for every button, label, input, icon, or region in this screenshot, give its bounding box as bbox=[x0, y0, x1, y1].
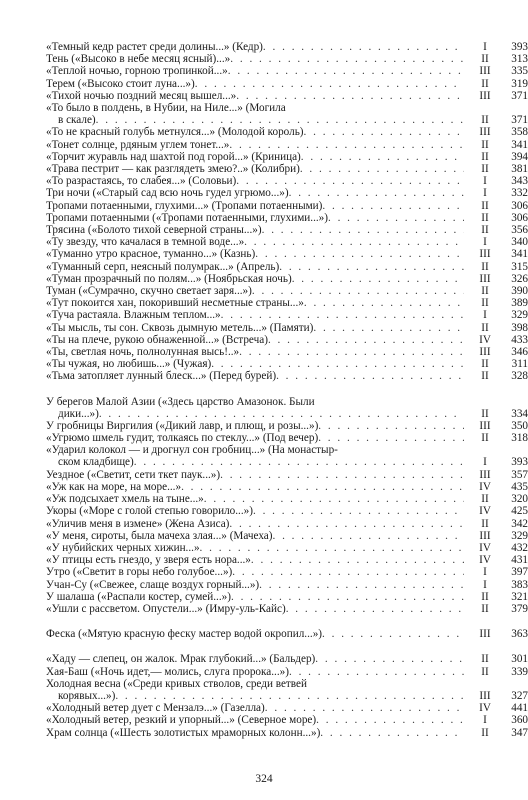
volume-number: IV bbox=[479, 505, 491, 518]
volume-number: III bbox=[479, 689, 491, 702]
page-reference: 334 bbox=[511, 407, 528, 420]
index-entry bbox=[46, 370, 528, 383]
volume-number: III bbox=[479, 346, 491, 358]
index-entry bbox=[46, 41, 528, 53]
page-reference: 379 bbox=[511, 603, 528, 615]
volume-number: II bbox=[481, 297, 489, 310]
volume-number: II bbox=[481, 77, 489, 90]
index-entry bbox=[46, 603, 528, 615]
leader-dots bbox=[99, 408, 464, 420]
page-reference: 356 bbox=[511, 224, 528, 236]
leader-dots bbox=[115, 690, 464, 702]
index-entry bbox=[46, 714, 528, 727]
volume-number: IV bbox=[479, 481, 491, 493]
index-entry bbox=[46, 493, 528, 506]
volume-number: II bbox=[481, 603, 489, 615]
volume-number: II bbox=[481, 517, 489, 530]
entry-title: «Туманно утро красное, туманно...» (Казнь) bbox=[46, 248, 256, 261]
page-reference: 329 bbox=[511, 529, 528, 542]
index-entry bbox=[46, 517, 528, 530]
entry-title: У шалаша («Распали костер, сумей...») bbox=[46, 590, 231, 603]
leader-dots bbox=[322, 200, 464, 212]
leader-dots bbox=[221, 309, 464, 321]
index-entry bbox=[46, 529, 528, 542]
volume-number: II bbox=[481, 493, 489, 506]
entry-title: У берегов Малой Азии («Здесь царство Амазонок. Были bbox=[46, 395, 315, 408]
leader-dots bbox=[268, 334, 464, 346]
page-reference: 360 bbox=[511, 714, 528, 727]
index-entry bbox=[46, 554, 528, 567]
index-entry bbox=[46, 444, 528, 469]
volume-number: IV bbox=[479, 333, 491, 346]
leader-dots bbox=[328, 212, 464, 224]
page-reference: 341 bbox=[511, 138, 528, 151]
page-reference: 441 bbox=[511, 702, 528, 715]
index-entry bbox=[46, 309, 528, 322]
page-reference: 306 bbox=[511, 211, 528, 224]
page-reference: 432 bbox=[511, 542, 528, 554]
volume-number: IV bbox=[479, 554, 491, 567]
entry-title: «То было в полдень, в Нубии, на Ниле...» (Могила bbox=[46, 102, 286, 114]
leader-dots bbox=[301, 151, 464, 163]
index-entry bbox=[46, 481, 528, 493]
volume-number: II bbox=[481, 407, 489, 420]
volume-number: II bbox=[481, 224, 489, 236]
entry-title: Трясина («Болото тихой северной страны...») bbox=[46, 224, 262, 236]
volume-number: I bbox=[483, 566, 487, 579]
leader-dots bbox=[289, 187, 464, 199]
volume-number: III bbox=[479, 65, 491, 78]
leader-dots bbox=[232, 566, 464, 578]
entry-title: Туман («Сумрачно, скучно светает заря...») bbox=[46, 285, 252, 297]
entry-title: «Трава пестрит — как разглядеть змею?..» (Колибри) bbox=[46, 163, 300, 175]
volume-number: III bbox=[479, 628, 491, 641]
entry-title: «Тьма затопляет лунный блеск...» (Перед бурей) bbox=[46, 370, 277, 383]
index-entry bbox=[46, 163, 528, 175]
volume-number: III bbox=[479, 420, 491, 432]
entry-title: «Хаду — слепец, он жалок. Мрак глубокий...» (Бальдер) bbox=[46, 653, 316, 666]
entry-title: Учан-Су («Свежее, слаще воздух горный...») bbox=[46, 578, 260, 591]
page-reference: 315 bbox=[511, 260, 528, 273]
entry-title: Храм солнца («Шесть золотистых мраморных колонн...») bbox=[46, 726, 321, 739]
page-reference: 394 bbox=[511, 150, 528, 163]
leader-dots bbox=[322, 628, 464, 640]
volume-number: II bbox=[481, 211, 489, 224]
page-reference: 393 bbox=[511, 456, 528, 469]
page-reference: 371 bbox=[511, 89, 528, 102]
entry-title: Три ночи («Старый сад всю ночь гудел угрюмо...») bbox=[46, 187, 289, 200]
volume-number: II bbox=[481, 358, 489, 371]
leader-dots bbox=[304, 297, 464, 309]
index-entry bbox=[46, 468, 528, 481]
volume-number: II bbox=[481, 260, 489, 273]
page-reference: 435 bbox=[511, 481, 528, 493]
entry-title: «Угрюмо шмель гудит, толкаясь по стеклу...» (Под вечер) bbox=[46, 432, 319, 445]
index-entry bbox=[46, 272, 528, 285]
volume-number: I bbox=[483, 187, 487, 200]
index-entry bbox=[46, 138, 528, 151]
entry-title: «Уж как на море, на море...» bbox=[46, 481, 182, 493]
entry-title: «Тихой ночью поздний месяц вышел...» bbox=[46, 89, 237, 102]
entry-title: У гробницы Виргилия («Дикий лавр, и плющ, и розы...») bbox=[46, 420, 319, 432]
volume-number: III bbox=[479, 126, 491, 139]
volume-number: IV bbox=[479, 702, 491, 715]
page-reference: 340 bbox=[511, 236, 528, 249]
page-reference: 329 bbox=[511, 309, 528, 322]
index-entry bbox=[46, 628, 528, 641]
index-entry bbox=[46, 358, 528, 371]
leader-dots bbox=[279, 261, 464, 273]
leader-dots bbox=[289, 666, 464, 678]
leader-dots bbox=[239, 346, 464, 358]
entry-title: «Теплой ночью, горною тропинкой...» bbox=[46, 65, 228, 78]
leader-dots bbox=[220, 469, 464, 481]
entry-title: «Туман прозрачный по полям...» (Ноябрьская ночь) bbox=[46, 272, 292, 285]
volume-number: II bbox=[481, 163, 489, 175]
index-entry bbox=[46, 224, 528, 236]
page-reference: 328 bbox=[511, 370, 528, 383]
volume-number: I bbox=[483, 236, 487, 249]
index-entry bbox=[46, 199, 528, 212]
entry-title: «Ушли с рассветом. Опустели...» (Имру-уль-Кайс) bbox=[46, 603, 286, 615]
index-entry bbox=[46, 297, 528, 310]
leader-dots bbox=[262, 224, 464, 236]
leader-dots bbox=[228, 65, 464, 77]
index-entry bbox=[46, 590, 528, 603]
entry-title: «Темный кедр растет среди долины...» (Кедр) bbox=[46, 41, 263, 53]
leader-dots bbox=[252, 285, 464, 297]
index-entry bbox=[46, 285, 528, 297]
volume-number: I bbox=[483, 714, 487, 727]
entry-title: «Тут покоится хан, покоривший несметные страны...» bbox=[46, 297, 304, 310]
leader-dots bbox=[272, 530, 464, 542]
leader-dots bbox=[230, 53, 464, 65]
leader-dots bbox=[195, 78, 464, 90]
entry-title-continuation: корявых...») bbox=[58, 689, 116, 702]
page-reference: 341 bbox=[511, 248, 528, 261]
entry-title-continuation: в скале) bbox=[58, 114, 96, 126]
entry-title: «У птицы есть гнездо, у зверя есть нора...» bbox=[46, 554, 251, 567]
page-reference: 311 bbox=[511, 358, 528, 371]
volume-number: III bbox=[479, 272, 491, 285]
page-reference: 346 bbox=[511, 346, 528, 358]
leader-dots bbox=[313, 322, 464, 334]
page-reference: 306 bbox=[511, 199, 528, 212]
page-reference: 339 bbox=[511, 665, 528, 678]
volume-number: II bbox=[481, 138, 489, 151]
entry-title: Тропами потаенными («Тропами потаенными, глухими...») bbox=[46, 211, 328, 224]
entry-title: Феска («Мятую красную феску мастер водой окропил...») bbox=[46, 628, 323, 641]
entry-title-continuation: дики...») bbox=[58, 407, 99, 420]
page-reference: 431 bbox=[511, 554, 528, 567]
page-reference: 383 bbox=[511, 578, 528, 591]
entry-title: «Ты на плече, рукою обнаженной...» (Встреча) bbox=[46, 333, 268, 346]
volume-number: III bbox=[479, 89, 491, 102]
page-reference: 393 bbox=[511, 41, 528, 53]
index-entry bbox=[46, 333, 528, 346]
index-entry bbox=[46, 102, 528, 126]
page-reference: 357 bbox=[511, 468, 528, 481]
page-reference: 363 bbox=[511, 628, 528, 641]
volume-number: I bbox=[483, 175, 487, 188]
entry-title: Хая-Баш («Ночь идет,— молись, слуга пророка...») bbox=[46, 665, 289, 678]
page-reference: 398 bbox=[511, 321, 528, 334]
index-entry bbox=[46, 432, 528, 445]
leader-dots bbox=[181, 481, 464, 493]
page-reference: 433 bbox=[511, 333, 528, 346]
index-entry bbox=[46, 677, 528, 702]
index-entry bbox=[46, 321, 528, 334]
entry-title: Терем («Высоко стоит луна...») bbox=[46, 77, 195, 90]
index-entry bbox=[46, 65, 528, 78]
page-reference: 371 bbox=[511, 114, 528, 126]
page-reference: 358 bbox=[511, 126, 528, 139]
entry-title: «То не красный голубь метнулся...» (Молодой король) bbox=[46, 126, 304, 139]
leader-dots bbox=[253, 505, 464, 517]
volume-number: I bbox=[483, 578, 487, 591]
index-entry bbox=[46, 53, 528, 66]
index-entry bbox=[46, 175, 528, 188]
page-reference: 301 bbox=[511, 653, 528, 666]
page-reference: 326 bbox=[511, 272, 528, 285]
page-number: 324 bbox=[255, 773, 273, 785]
entry-title: Укоры («Море с голой степью говорило...») bbox=[46, 505, 253, 518]
page-reference: 332 bbox=[511, 187, 528, 200]
volume-number: I bbox=[483, 309, 487, 322]
leader-dots bbox=[320, 727, 464, 739]
page-reference: 397 bbox=[511, 566, 528, 579]
entry-title: Уездное («Светит, сети ткет паук...») bbox=[46, 468, 221, 481]
entry-title: «Тонет солнце, рдяным углем тонет...» bbox=[46, 138, 230, 151]
entry-title: Тень («Высоко в небе месяц ясный)...» bbox=[46, 53, 231, 66]
entry-title: «Ударил колокол — и дрогнул сон гробниц...» (На монастыр- bbox=[46, 444, 338, 457]
page-reference: 350 bbox=[511, 420, 528, 432]
leader-dots bbox=[204, 493, 464, 505]
leader-dots bbox=[263, 41, 464, 53]
volume-number: II bbox=[481, 321, 489, 334]
index-entry bbox=[46, 77, 528, 90]
leader-dots bbox=[211, 358, 464, 370]
leader-dots bbox=[292, 273, 464, 285]
page-reference: 347 bbox=[511, 726, 528, 739]
index-entry bbox=[46, 150, 528, 163]
index-entry bbox=[46, 236, 528, 249]
volume-number: II bbox=[481, 665, 489, 678]
entry-title: «Холодный ветер, резкий и упорный...» (Северное море) bbox=[46, 714, 317, 727]
index-entry bbox=[46, 395, 528, 420]
leader-dots bbox=[251, 554, 464, 566]
index-entry bbox=[46, 702, 528, 715]
leader-dots bbox=[236, 90, 464, 102]
index-entry bbox=[46, 89, 528, 102]
index-entry bbox=[46, 653, 528, 666]
leader-dots bbox=[265, 702, 464, 714]
volume-number: III bbox=[479, 529, 491, 542]
index-entry bbox=[46, 211, 528, 224]
volume-number: II bbox=[481, 653, 489, 666]
page-reference: 327 bbox=[511, 689, 528, 702]
entry-title-continuation: ском кладбище) bbox=[58, 456, 134, 469]
index-entry bbox=[46, 260, 528, 273]
volume-number: II bbox=[481, 726, 489, 739]
page-reference: 425 bbox=[511, 505, 528, 518]
volume-number: II bbox=[481, 199, 489, 212]
index-entry bbox=[46, 248, 528, 261]
leader-dots bbox=[255, 248, 464, 260]
volume-number: III bbox=[479, 468, 491, 481]
volume-number: II bbox=[481, 590, 489, 603]
page-reference: 381 bbox=[511, 163, 528, 175]
leader-dots bbox=[315, 653, 464, 665]
volume-number: III bbox=[479, 248, 491, 261]
index-entry bbox=[46, 346, 528, 358]
entry-title: «Ты, светлая ночь, полнолунная высь!..» bbox=[46, 346, 240, 358]
entry-title: «Торчит журавль над шахтой под горой...» (Криница) bbox=[46, 150, 301, 163]
index-entry bbox=[46, 126, 528, 139]
index-entry bbox=[46, 665, 528, 678]
page-reference: 343 bbox=[511, 175, 528, 188]
leader-dots bbox=[134, 456, 464, 468]
page-reference: 390 bbox=[511, 285, 528, 297]
page-reference: 319 bbox=[511, 77, 528, 90]
page-reference: 318 bbox=[511, 432, 528, 445]
leader-dots bbox=[318, 432, 464, 444]
volume-number: II bbox=[481, 370, 489, 383]
leader-dots bbox=[276, 370, 464, 382]
volume-number: II bbox=[481, 150, 489, 163]
leader-dots bbox=[318, 420, 464, 432]
leader-dots bbox=[300, 163, 464, 175]
entry-title: «Холодный ветер дует с Мензалэ...» (Газелла) bbox=[46, 702, 265, 715]
index-entry bbox=[46, 566, 528, 579]
leader-dots bbox=[231, 591, 464, 603]
page-reference: 321 bbox=[511, 590, 528, 603]
volume-number: II bbox=[481, 285, 489, 297]
page-reference: 389 bbox=[511, 297, 528, 310]
entry-title: «То разрастаясь, то слабея...» (Соловьи) bbox=[46, 175, 237, 188]
index-entry bbox=[46, 505, 528, 518]
index-entry bbox=[46, 542, 528, 554]
page-reference: 342 bbox=[511, 517, 528, 530]
entry-title: Утро («Светит в горы небо голубое...») bbox=[46, 566, 233, 579]
entry-title: Холодная весна («Среди кривых стволов, среди ветвей bbox=[46, 677, 307, 690]
entry-title: «У меня, сироты, была мачеха злая...» (Мачеха) bbox=[46, 529, 273, 542]
entry-title: «Ту звезду, что качалася в темной воде...» bbox=[46, 236, 245, 249]
volume-number: I bbox=[483, 456, 487, 469]
page-reference: 320 bbox=[511, 493, 528, 506]
entry-title: «Уличив меня в измене» (Жена Азиса) bbox=[46, 517, 230, 530]
entry-title: «Ты чужая, но любишь...» (Чужая) bbox=[46, 358, 212, 371]
index-entry bbox=[46, 420, 528, 432]
index-entry bbox=[46, 578, 528, 591]
index-entry bbox=[46, 187, 528, 200]
volume-number: II bbox=[481, 114, 489, 126]
leader-dots bbox=[229, 518, 464, 530]
volume-number: II bbox=[481, 432, 489, 445]
entry-title: Тропами потаенными, глухими...» (Тропами потаенными) bbox=[46, 199, 323, 212]
leader-dots bbox=[286, 603, 464, 615]
leader-dots bbox=[304, 126, 464, 138]
entry-title: «У нубийских черных хижин...» bbox=[46, 542, 200, 554]
leader-dots bbox=[244, 236, 464, 248]
leader-dots bbox=[316, 714, 464, 726]
page-reference: 335 bbox=[511, 65, 528, 78]
entry-title: «Туманный серп, неясный полумрак...» (Апрель) bbox=[46, 260, 280, 273]
leader-dots bbox=[200, 542, 464, 554]
volume-number: IV bbox=[479, 542, 491, 554]
leader-dots bbox=[96, 114, 464, 126]
page-reference: 313 bbox=[511, 53, 528, 66]
entry-title: «Ты мысль, ты сон. Сквозь дымную метель...» (Памяти) bbox=[46, 321, 314, 334]
volume-number: II bbox=[481, 53, 489, 66]
volume-number: I bbox=[483, 41, 487, 53]
index-entry bbox=[46, 726, 528, 739]
leader-dots bbox=[259, 579, 464, 591]
leader-dots bbox=[229, 139, 464, 151]
entry-title: «Туча растаяла. Влажным теплом...» bbox=[46, 309, 221, 322]
entry-title: «Уж подсыхает хмель на тыне...» bbox=[46, 493, 204, 506]
leader-dots bbox=[236, 175, 464, 187]
